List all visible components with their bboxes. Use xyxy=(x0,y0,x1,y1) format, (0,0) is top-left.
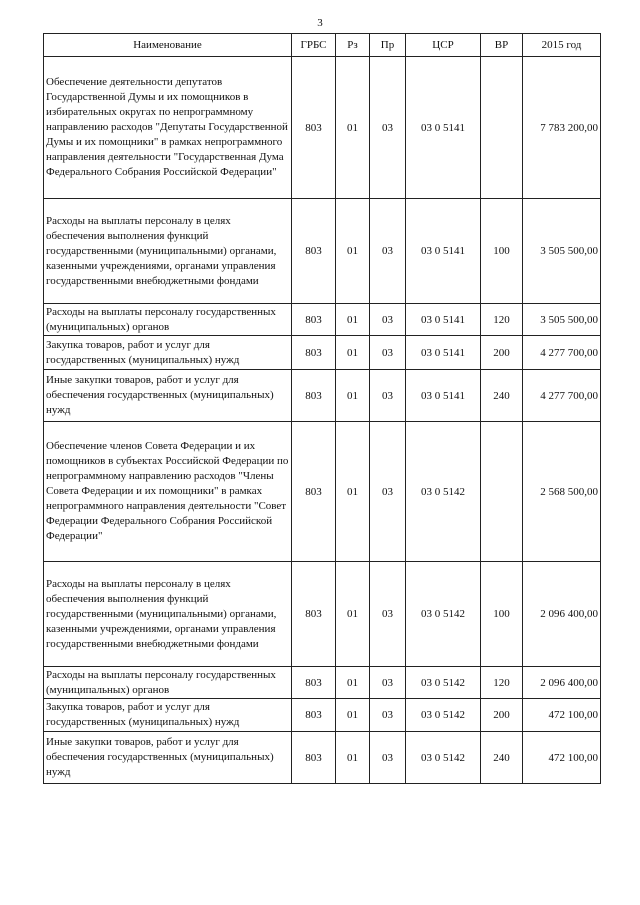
table-row xyxy=(44,699,601,732)
row-name: Иные закупки товаров, работ и услуг для обеспечения государственных (муниципальных) нужд xyxy=(44,732,292,784)
col-header-year: 2015 год xyxy=(523,34,601,57)
row-rz: 01 xyxy=(336,370,370,422)
row-rz: 01 xyxy=(336,667,370,699)
row-pr: 03 xyxy=(370,699,406,732)
row-grbs: 803 xyxy=(292,57,336,199)
table-row xyxy=(44,370,601,422)
row-csr: 03 0 5142 xyxy=(406,732,481,784)
col-header-csr: ЦСР xyxy=(406,34,481,57)
row-vr: 100 xyxy=(481,199,523,304)
table-row xyxy=(44,57,601,199)
row-vr: 100 xyxy=(481,562,523,667)
row-amount: 2 096 400,00 xyxy=(523,562,601,667)
row-grbs: 803 xyxy=(292,667,336,699)
row-vr xyxy=(481,422,523,562)
row-grbs: 803 xyxy=(292,336,336,370)
row-vr: 120 xyxy=(481,304,523,336)
table-row xyxy=(44,304,601,336)
row-name: Закупка товаров, работ и услуг для государственных (муниципальных) нужд xyxy=(44,336,292,370)
table-row xyxy=(44,732,601,784)
row-csr: 03 0 5142 xyxy=(406,667,481,699)
row-name: Расходы на выплаты персоналу государственных (муниципальных) органов xyxy=(44,304,292,336)
row-amount: 472 100,00 xyxy=(523,699,601,732)
table-row xyxy=(44,199,601,304)
row-vr: 200 xyxy=(481,336,523,370)
row-rz: 01 xyxy=(336,304,370,336)
row-pr: 03 xyxy=(370,562,406,667)
row-vr: 120 xyxy=(481,667,523,699)
row-amount: 4 277 700,00 xyxy=(523,336,601,370)
row-pr: 03 xyxy=(370,304,406,336)
row-grbs: 803 xyxy=(292,732,336,784)
row-vr: 240 xyxy=(481,370,523,422)
row-rz: 01 xyxy=(336,422,370,562)
row-name: Расходы на выплаты персоналу в целях обеспечения выполнения функций государственными (муниципальными) органами, казенными учреждениями, органами управления государственными внебюджетными фондами xyxy=(44,562,292,667)
row-csr: 03 0 5142 xyxy=(406,422,481,562)
row-name: Расходы на выплаты персоналу государственных (муниципальных) органов xyxy=(44,667,292,699)
col-header-vr: ВР xyxy=(481,34,523,57)
row-rz: 01 xyxy=(336,732,370,784)
row-grbs: 803 xyxy=(292,370,336,422)
row-name: Иные закупки товаров, работ и услуг для обеспечения государственных (муниципальных) нужд xyxy=(44,370,292,422)
row-pr: 03 xyxy=(370,199,406,304)
row-rz: 01 xyxy=(336,699,370,732)
col-header-pr: Пр xyxy=(370,34,406,57)
row-amount: 3 505 500,00 xyxy=(523,304,601,336)
row-name: Обеспечение деятельности депутатов Государственной Думы и их помощников в избирательных округах по непрограммному направлению расходов "Депутаты Государственной Думы и их помощники" в рамках непрограммного направления деятельности "Государственная Дума Федерального Собрания Российской Федерации" xyxy=(44,57,292,199)
row-rz: 01 xyxy=(336,57,370,199)
page-number: 3 xyxy=(317,17,323,29)
row-grbs: 803 xyxy=(292,304,336,336)
row-amount: 7 783 200,00 xyxy=(523,57,601,199)
row-csr: 03 0 5141 xyxy=(406,57,481,199)
row-vr xyxy=(481,57,523,199)
row-grbs: 803 xyxy=(292,699,336,732)
row-name: Обеспечение членов Совета Федерации и их помощников в субъектах Российской Федерации по непрограммному направлению расходов "Члены Совета Федерации и их помощники" в рамках непрограммного направления деятельности "Совет Федерации Федерального Собрания Российской Федерации" xyxy=(44,422,292,562)
row-csr: 03 0 5141 xyxy=(406,336,481,370)
row-amount: 4 277 700,00 xyxy=(523,370,601,422)
row-grbs: 803 xyxy=(292,562,336,667)
budget-table xyxy=(43,33,601,784)
row-amount: 2 568 500,00 xyxy=(523,422,601,562)
row-name: Расходы на выплаты персоналу в целях обеспечения выполнения функций государственными (муниципальными) органами, казенными учреждениями, органами управления государственными внебюджетными фондами xyxy=(44,199,292,304)
row-name: Закупка товаров, работ и услуг для государственных (муниципальных) нужд xyxy=(44,699,292,732)
row-grbs: 803 xyxy=(292,422,336,562)
row-csr: 03 0 5141 xyxy=(406,199,481,304)
row-csr: 03 0 5142 xyxy=(406,699,481,732)
row-pr: 03 xyxy=(370,732,406,784)
col-header-name: Наименование xyxy=(44,34,292,57)
row-vr: 240 xyxy=(481,732,523,784)
table-row xyxy=(44,562,601,667)
row-grbs: 803 xyxy=(292,199,336,304)
row-csr: 03 0 5141 xyxy=(406,370,481,422)
row-csr: 03 0 5142 xyxy=(406,562,481,667)
col-header-grbs: ГРБС xyxy=(292,34,336,57)
row-amount: 2 096 400,00 xyxy=(523,667,601,699)
row-pr: 03 xyxy=(370,336,406,370)
row-rz: 01 xyxy=(336,199,370,304)
row-pr: 03 xyxy=(370,370,406,422)
row-pr: 03 xyxy=(370,422,406,562)
row-vr: 200 xyxy=(481,699,523,732)
table-row xyxy=(44,667,601,699)
row-amount: 3 505 500,00 xyxy=(523,199,601,304)
header-row xyxy=(44,34,601,57)
row-amount: 472 100,00 xyxy=(523,732,601,784)
row-rz: 01 xyxy=(336,562,370,667)
col-header-rz: Рз xyxy=(336,34,370,57)
row-rz: 01 xyxy=(336,336,370,370)
table-row xyxy=(44,336,601,370)
table-row xyxy=(44,422,601,562)
row-pr: 03 xyxy=(370,667,406,699)
row-pr: 03 xyxy=(370,57,406,199)
row-csr: 03 0 5141 xyxy=(406,304,481,336)
